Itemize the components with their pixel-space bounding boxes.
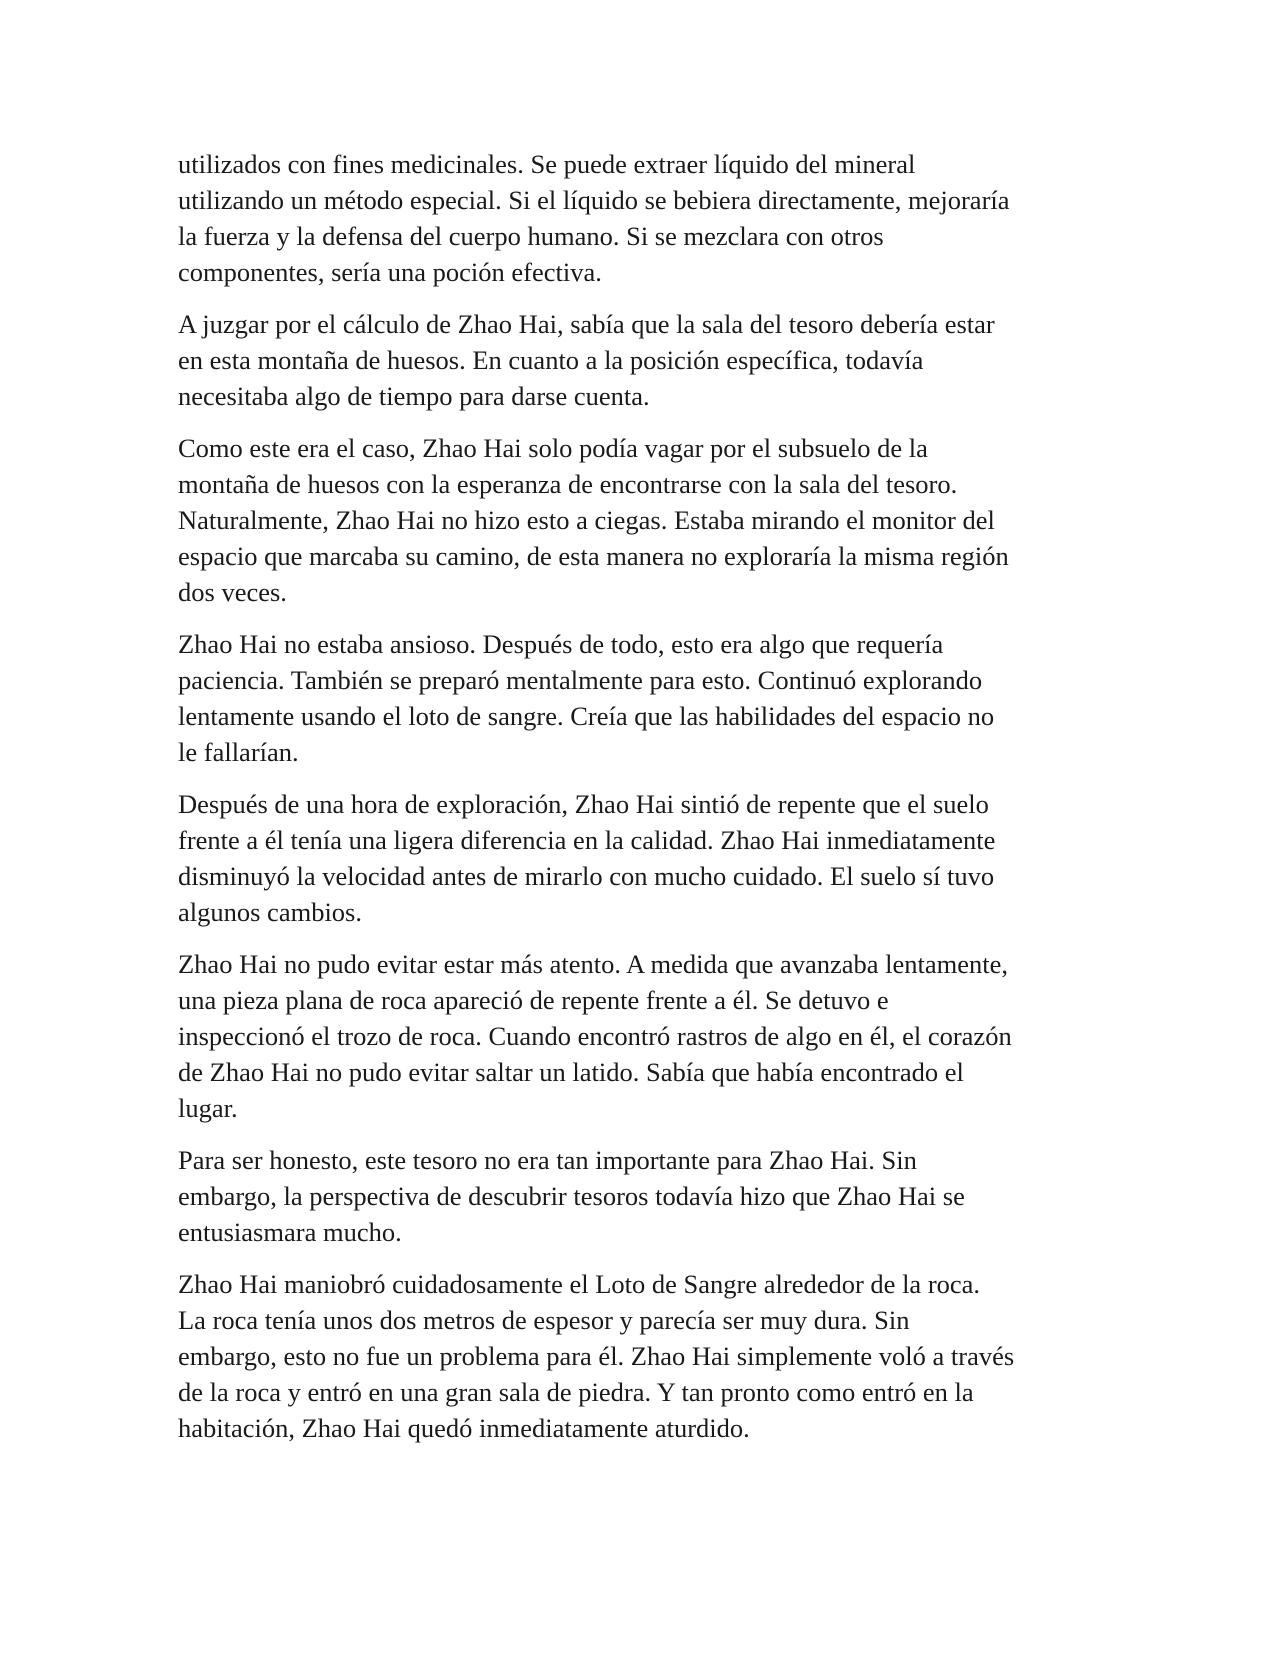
- paragraph-5: Después de una hora de exploración, Zhao Hai sintió de repente que el suelo frente a él tenía una ligera diferencia en la calidad. Zhao Hai inmediatamente disminuyó la velocidad antes de mirarlo con mucho cuidado. El suelo sí tuvo algunos cambios.: [178, 789, 996, 927]
- paragraph-1: utilizados con fines medicinales. Se puede extraer líquido del mineral utilizando un método especial. Si el líquido se bebiera directamente, mejoraría la fuerza y la defensa del cuerpo humano. Si se mezclara con otros componentes, sería una poción efectiva.: [178, 149, 1010, 287]
- paragraph-6: Zhao Hai no pudo evitar estar más atento. A medida que avanzaba lentamente, una pieza plana de roca apareció de repente frente a él. Se detuvo e inspeccionó el trozo de roca. Cuando encontró rastros de algo en él, el corazón de Zhao Hai no pudo evitar saltar un latido. Sabía que había encontrado el lugar.: [178, 949, 1012, 1123]
- body-text: [178, 146, 1118, 1462]
- paragraph-3: Como este era el caso, Zhao Hai solo podía vagar por el subsuelo de la montaña de huesos con la esperanza de encontrarse con la sala del tesoro. Naturalmente, Zhao Hai no hizo esto a ciegas. Estaba mirando el monitor del espacio que marcaba su camino, de esta manera no exploraría la misma región dos veces.: [178, 433, 1009, 607]
- paragraph-8: Zhao Hai maniobró cuidadosamente el Loto de Sangre alrededor de la roca. La roca tenía unos dos metros de espesor y parecía ser muy dura. Sin embargo, esto no fue un problema para él. Zhao Hai simplemente voló a través de la roca y entró en una gran sala de piedra. Y tan pronto como entró en la habitación, Zhao Hai quedó inmediatamente aturdido.: [178, 1269, 1015, 1443]
- paragraph-2: A juzgar por el cálculo de Zhao Hai, sabía que la sala del tesoro debería estar en esta montaña de huesos. En cuanto a la posición específica, todavía necesitaba algo de tiempo para darse cuenta.: [178, 309, 995, 411]
- paragraph-7: Para ser honesto, este tesoro no era tan importante para Zhao Hai. Sin embargo, la perspectiva de descubrir tesoros todavía hizo que Zhao Hai se entusiasmara mucho.: [178, 1145, 965, 1247]
- paragraph-4: Zhao Hai no estaba ansioso. Después de todo, esto era algo que requería paciencia. También se preparó mentalmente para esto. Continuó explorando lentamente usando el loto de sangre. Creía que las habilidades del espacio no le fallarían.: [178, 629, 995, 767]
